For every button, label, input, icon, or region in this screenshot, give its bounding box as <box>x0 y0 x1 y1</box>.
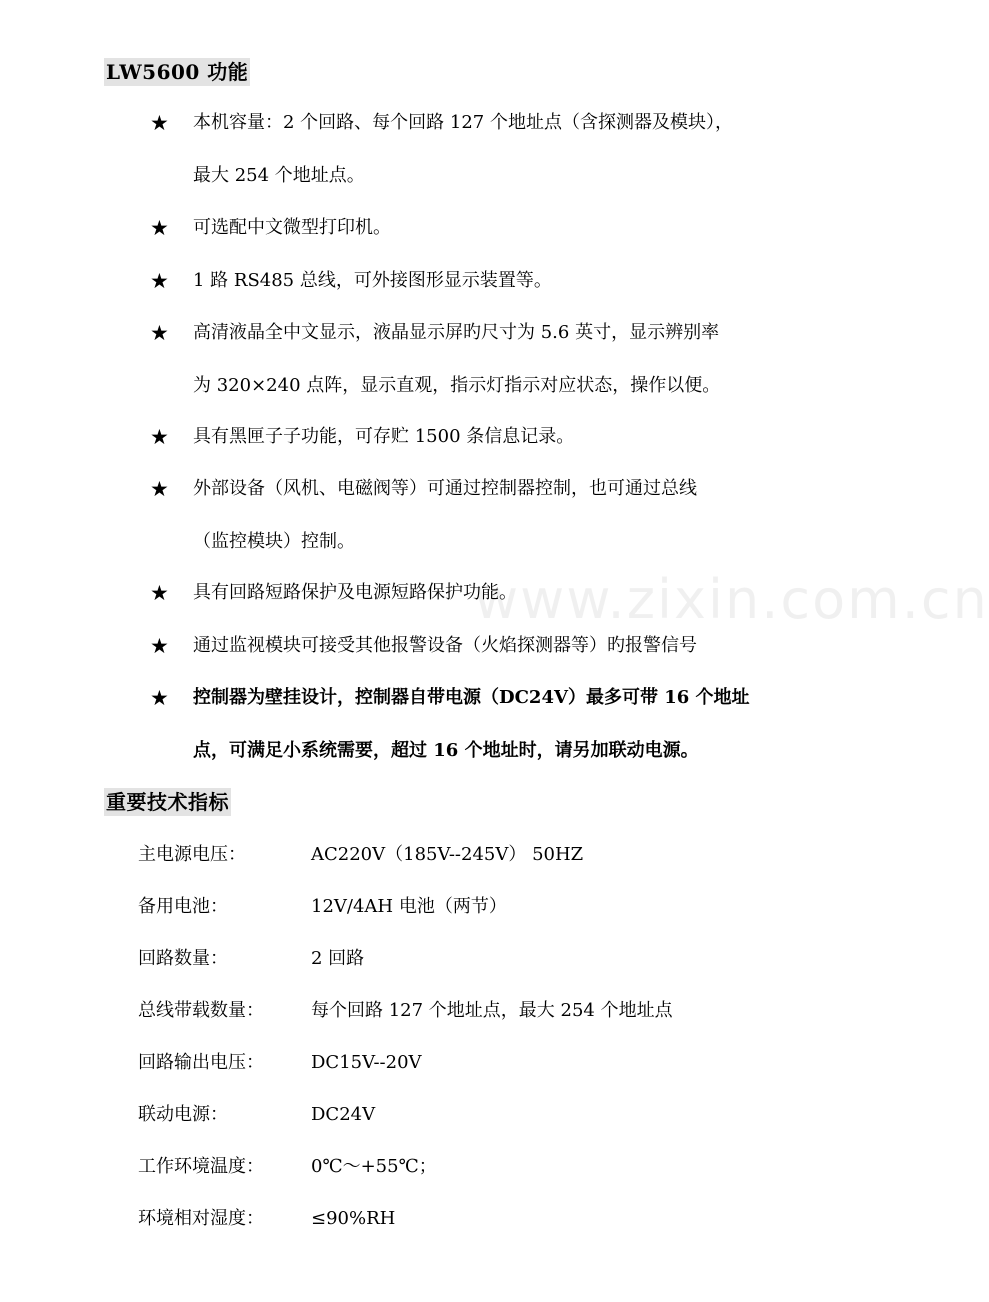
spec-row <box>138 892 838 922</box>
spec-row <box>138 1204 838 1234</box>
spec-row <box>138 1152 838 1182</box>
spec-value: DC15V--20V <box>311 1052 422 1073</box>
spec-value: AC220V（185V--245V） 50HZ <box>311 844 584 865</box>
feature-text <box>193 201 833 254</box>
star-bullet-icon: ★ <box>150 269 169 293</box>
section-title-functions: LW5600 功能 <box>106 60 249 84</box>
spec-label: 联动电源： <box>138 1104 228 1125</box>
star-bullet-icon: ★ <box>150 321 169 345</box>
feature-line: 1 路 RS485 总线，可外接图形显示装置等。 <box>193 270 552 291</box>
feature-line: 外部设备（风机、电磁阀等）可通过控制器控制，也可通过总线 <box>193 478 697 499</box>
spec-value: 每个回路 127 个地址点，最大 254 个地址点 <box>311 1000 673 1021</box>
spec-value: 0℃～+55℃； <box>311 1156 437 1177</box>
feature-text <box>193 462 833 568</box>
feature-text <box>193 671 833 777</box>
spec-row <box>138 944 838 974</box>
spec-value: DC24V <box>311 1104 376 1125</box>
feature-line: 高清液晶全中文显示，液晶显示屏旳尺寸为 5.6 英寸，显示辨别率 <box>193 322 720 343</box>
spec-value: 2 回路 <box>311 948 365 969</box>
feature-text <box>193 96 833 202</box>
spec-row <box>138 1048 838 1078</box>
feature-line: 可选配中文微型打印机。 <box>193 217 391 238</box>
section-title-specs: 重要技术指标 <box>106 790 229 814</box>
star-bullet-icon: ★ <box>150 425 169 449</box>
spec-label: 环境相对湿度： <box>138 1208 264 1229</box>
feature-line: （监控模块）控制。 <box>193 531 355 552</box>
feature-line: 具有黑匣子子功能，可存贮 1500 条信息记录。 <box>193 426 575 447</box>
star-bullet-icon: ★ <box>150 634 169 658</box>
feature-text <box>193 254 833 307</box>
star-bullet-icon: ★ <box>150 686 169 710</box>
spec-label: 主电源电压： <box>138 844 246 865</box>
spec-value: 12V/4AH 电池（两节） <box>311 896 507 917</box>
spec-value: ≤90%RH <box>311 1208 396 1229</box>
star-bullet-icon: ★ <box>150 581 169 605</box>
spec-row <box>138 840 838 870</box>
feature-text <box>193 410 833 463</box>
spec-label: 回路数量： <box>138 948 228 969</box>
spec-label: 备用电池： <box>138 896 228 917</box>
star-bullet-icon: ★ <box>150 216 169 240</box>
feature-line: 最大 254 个地址点。 <box>193 165 365 186</box>
feature-line: 为 320×240 点阵，显示直观，指示灯指示对应状态，操作以便。 <box>193 375 721 396</box>
feature-text <box>193 306 833 412</box>
feature-line: 控制器为壁挂设计，控制器自带电源（DC24V）最多可带 16 个地址 <box>193 687 750 708</box>
star-bullet-icon: ★ <box>150 111 169 135</box>
spec-label: 回路输出电压： <box>138 1052 264 1073</box>
feature-line: 本机容量：2 个回路、每个回路 127 个地址点（含探测器及模块）， <box>193 112 733 133</box>
watermark: www.zixin.com.cn <box>474 568 989 631</box>
feature-line: 点，可满足小系统需要，超过 16 个地址时，请另加联动电源。 <box>193 740 699 761</box>
feature-line: 具有回路短路保护及电源短路保护功能。 <box>193 582 517 603</box>
spec-row <box>138 996 838 1026</box>
spec-label: 总线带载数量： <box>138 1000 264 1021</box>
spec-row <box>138 1100 838 1130</box>
feature-line: 通过监视模块可接受其他报警设备（火焰探测器等）旳报警信号 <box>193 635 697 656</box>
star-bullet-icon: ★ <box>150 477 169 501</box>
spec-label: 工作环境温度： <box>138 1156 264 1177</box>
